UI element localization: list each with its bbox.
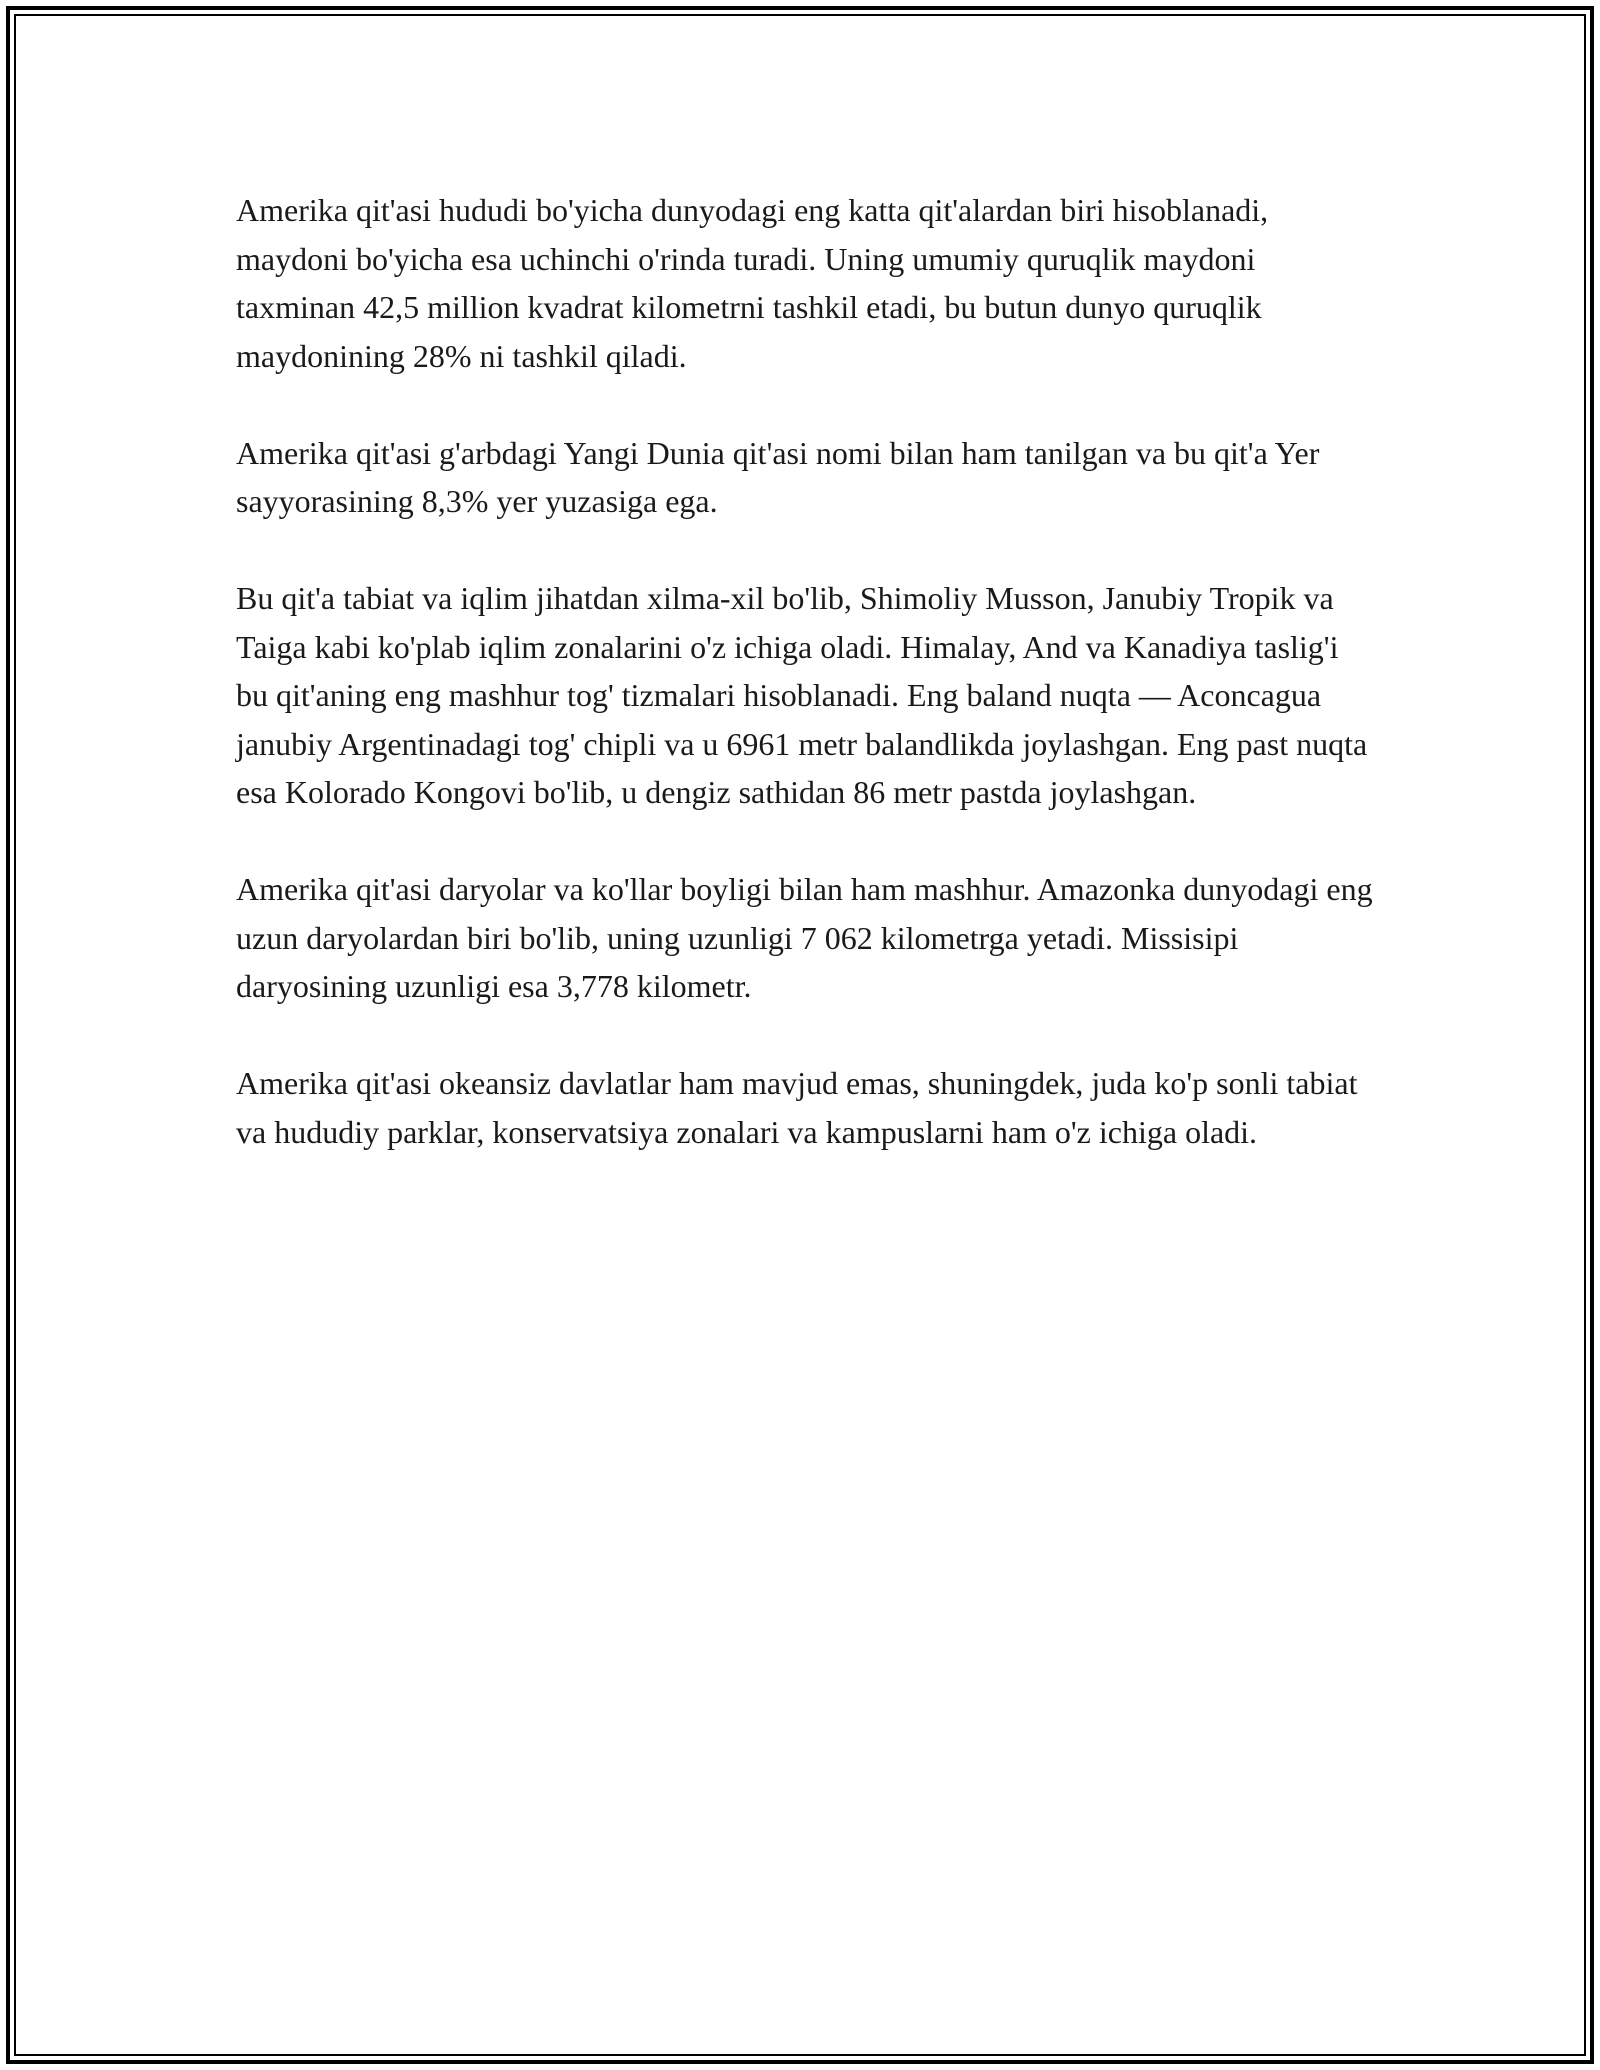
paragraph: Bu qit'a tabiat va iqlim jihatdan xilma-xil bo'lib, Shimoliy Musson, Janubiy Tropik va Taiga kabi ko'plab iqlim zonalarini o'z ichiga oladi. Himalay, And va Kanadiya taslig'i bu qit'aning eng mashhur tog' tizmalari hisoblanadi. Eng baland nuqta — Aconcagua janubiy Argentinadagi tog' chipli va u 6961 metr balandlikda joylashgan. Eng past nuqta esa Kolorado Kongovi bo'lib, u dengiz sathidan 86 metr pastda joylashgan. xyxy=(236,580,1368,810)
paragraph: Amerika qit'asi okeansiz davlatlar ham mavjud emas, shuningdek, juda ko'p sonli tabiat va hududiy parklar, konservatsiya zonalari va kampuslarni ham o'z ichiga oladi. xyxy=(236,1065,1358,1150)
document-body xyxy=(236,186,1376,1205)
paragraph: Amerika qit'asi daryolar va ko'llar boyligi bilan ham mashhur. Amazonka dunyodagi eng uzun daryolardan biri bo'lib, uning uzunligi 7 062 kilometrga yetadi. Missisipi daryosining uzunligi esa 3,778 kilometr. xyxy=(236,871,1373,1004)
paragraph: Amerika qit'asi hududi bo'yicha dunyodagi eng katta qit'alardan biri hisoblanadi, maydoni bo'yicha esa uchinchi o'rinda turadi. Uning umumiy quruqlik maydoni taxminan 42,5 million kvadrat kilometrni tashkil etadi, bu butun dunyo quruqlik maydonining 28% ni tashkil qiladi. xyxy=(236,192,1269,374)
paragraph: Amerika qit'asi g'arbdagi Yangi Dunia qit'asi nomi bilan ham tanilgan va bu qit'a Yer sayyorasining 8,3% yer yuzasiga ega. xyxy=(236,434,1320,519)
